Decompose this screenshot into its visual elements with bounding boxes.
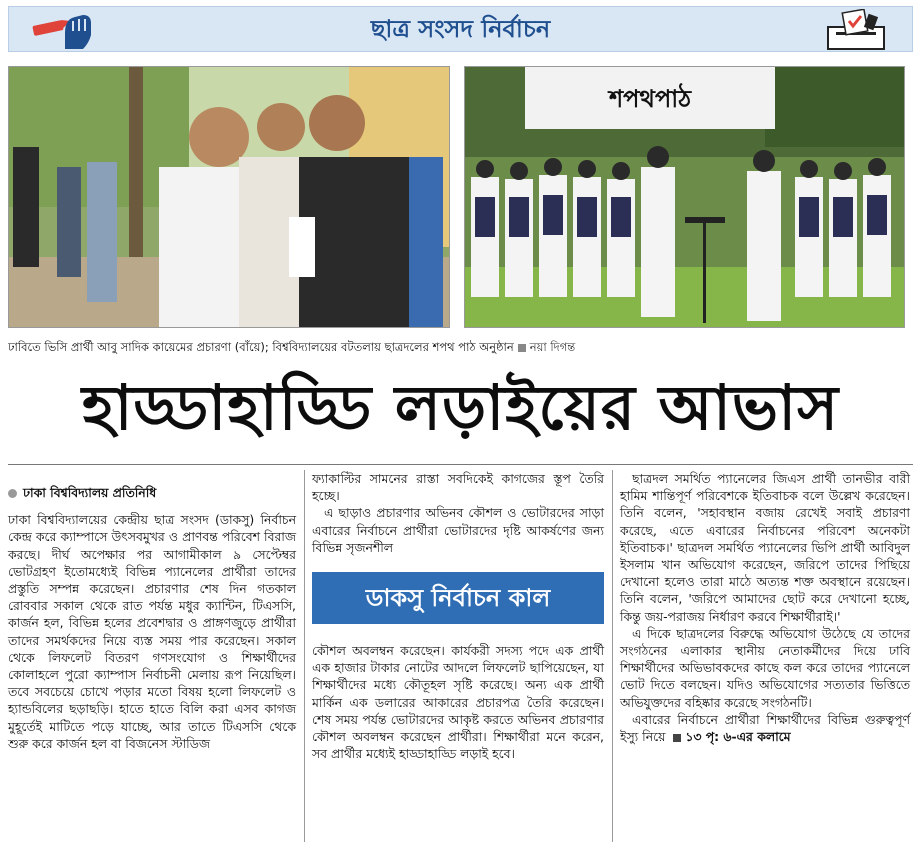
paragraph: ছাত্রদল সমর্থিত প্যানেলের জিএস প্রার্থী তানভীর বারী হামিম শান্তিপূর্ণ পরিবেশকে ইতিবাচক বলে উল্লেখ করেছেন। তিনি বলেন, 'সহাবস্থান বজায় রেখেই সবাই প্রচারণা করেছে, এতে এবারের নির্বাচনের পরিবেশ অনেকটা ইতিবাচক।' ছাত্রদল সমর্থিত প্যানেলের ভিপি প্রার্থী আবিদুল ইসলাম খান অভিযোগ করেছেন, জরিপে তাদের পিছিয়ে দেখানো হলেও তারা মাঠে অত্যন্ত শক্ত অবস্থানে রয়েছেন। তিনি বলেন, 'জরিপে আমাদের ছোট করে দেখানো হচ্ছে, কিন্তু জয়-পরাজয় নির্ধারণ করবে শিক্ষার্থীরাই।' <box>620 471 910 624</box>
column-divider <box>612 470 613 842</box>
reporter-byline <box>8 484 296 501</box>
section-banner <box>8 6 913 52</box>
campaign-photo <box>8 66 450 328</box>
article-column-1 <box>8 470 296 752</box>
article-column-2 <box>312 470 604 762</box>
bullet-icon <box>8 489 17 498</box>
paragraph: কৌশল অবলম্বন করেছেন। কার্যকরী সদস্য পদে এক প্রার্থী এক হাজার টাকার নোটের আদলে লিফলেট ছাপিয়েছেন, যা শিক্ষার্থীদের মধ্যে কৌতূহল সৃষ্টি করেছে। অন্য এক প্রার্থী মার্কিন এক ডলারের আকারের প্রচারপত্র তৈরি করেছেন। শেষ সময় পর্যন্ত ভোটারদের আকৃষ্ট করতে অভিনব প্রচারণার কৌশল অবলম্বন করেছেন প্রার্থীরা। শিক্ষার্থীরা মনে করেন, সব প্রার্থীর মধ্যেই হাড্ডাহাড্ডি লড়াই হবে। <box>312 643 604 762</box>
paragraph: এ দিকে ছাত্রদলের বিরুদ্ধে অভিযোগ উঠেছে যে তাদের সংগঠনের এলাকার স্থানীয় নেতাকর্মীদের দিয়ে ঢাবি শিক্ষার্থীদের অভিভাবকদের কাছে কল করে তাদের প্যানেলে ভোট দিতে বলছেন। যদিও অভিযোগের সত্যতার ভিত্তিতে অভিযুক্তদের বহিষ্কার করেছে সংগঠনটি। <box>620 625 910 710</box>
oath-ceremony-photo <box>464 66 905 328</box>
reporter-name: ঢাকা বিশ্ববিদ্যালয় প্রতিনিধি <box>23 485 157 500</box>
paragraph <box>620 711 910 745</box>
section-title: ছাত্র সংসদ নির্বাচন <box>370 15 551 43</box>
paragraph-text: এবারের নির্বাচনে প্রার্থীরা শিক্ষার্থীদের বিভিন্ন গুরুত্বপূর্ণ ইস্যু নিয়ে <box>620 711 910 745</box>
continuation-link[interactable] <box>669 729 790 744</box>
paragraph: এ ছাড়াও প্রচারণার অভিনব কৌশল ও ভোটারদের সাড়া এবারের নির্বাচনে প্রার্থীরা ভোটারদের দৃষ্টি আকর্ষণের জন্য বিভিন্ন সৃজনশীল <box>312 505 604 555</box>
ballot-box-icon <box>822 9 890 51</box>
column-divider <box>304 470 305 842</box>
paragraph: ফ্যাকাল্টির সামনের রাস্তা সবদিকেই কাগজের স্তূপ তৈরি হচ্ছে। <box>312 471 604 504</box>
headline: হাড্ডাহাড্ডি লড়াইয়ের আভাস <box>81 371 840 444</box>
photo-credit: নয়া দিগন্ত <box>529 340 576 354</box>
continuation-text: ১৩ পৃ: ৬-এর কলামে <box>685 729 791 745</box>
caption-separator <box>518 344 526 352</box>
headline-rule <box>8 464 913 465</box>
oath-banner-text: শপথপাঠ <box>608 85 692 113</box>
caption-text: ঢাবিতে ভিসি প্রার্থী আবু সাদিক কায়েমের প্রচারণা (বাঁয়ে); বিশ্ববিদ্যালয়ের বটতলায় ছাত্রদলের শপথ পাঠ অনুষ্ঠান <box>8 340 514 354</box>
jump-marker-icon <box>673 734 681 742</box>
paragraph: ঢাকা বিশ্ববিদ্যালয়ের কেন্দ্রীয় ছাত্র সংসদ (ডাকসু) নির্বাচন কেন্দ্র করে ক্যাম্পাসে উৎসবমুখর ও প্রাণবন্ত পরিবেশ বিরাজ করছে। দীর্ঘ অপেক্ষার পর আগামীকাল ৯ সেপ্টেম্বর ভোটগ্রহণ ইতোমধ্যেই বিভিন্ন প্যানেলের প্রার্থীরা তাদের প্রস্তুতি সম্পন্ন করেছেন। প্রচারণার শেষ দিন গতকাল রোববার সকাল থেকে রাত পর্যন্ত মধুর ক্যান্টিন, টিএসসি, কার্জন হল, বিভিন্ন হলের প্রবেশদ্বার ও প্রাঙ্গণজুড়ে প্রার্থীরা তাদের সমর্থকদের নিয়ে ব্যস্ত সময় পার করেছেন। সকাল থেকে লিফলেট বিতরণ গণসংযোগ ও শিক্ষার্থীদের কোলাহলে পুরো ক্যাম্পাস নির্বাচনী মেলায় রূপ নিয়েছিল। তবে সবচেয়ে চোখে পড়ার মতো বিষয় হলো লিফলেট ও হ্যান্ডবিলের ছড়াছড়ি। হাতে হাতে বিলি করা এসব কাগজ মুহূর্তেই মাটিতে পড়ে যাচ্ছে, আর তাতে টিএসসি থেকে শুরু করে কার্জন হল বা বিজনেস স্টাডিজ <box>8 512 296 751</box>
photo-caption <box>8 338 913 356</box>
feature-box: ডাকসু নির্বাচন কাল <box>312 572 604 624</box>
article-column-3 <box>620 470 910 745</box>
